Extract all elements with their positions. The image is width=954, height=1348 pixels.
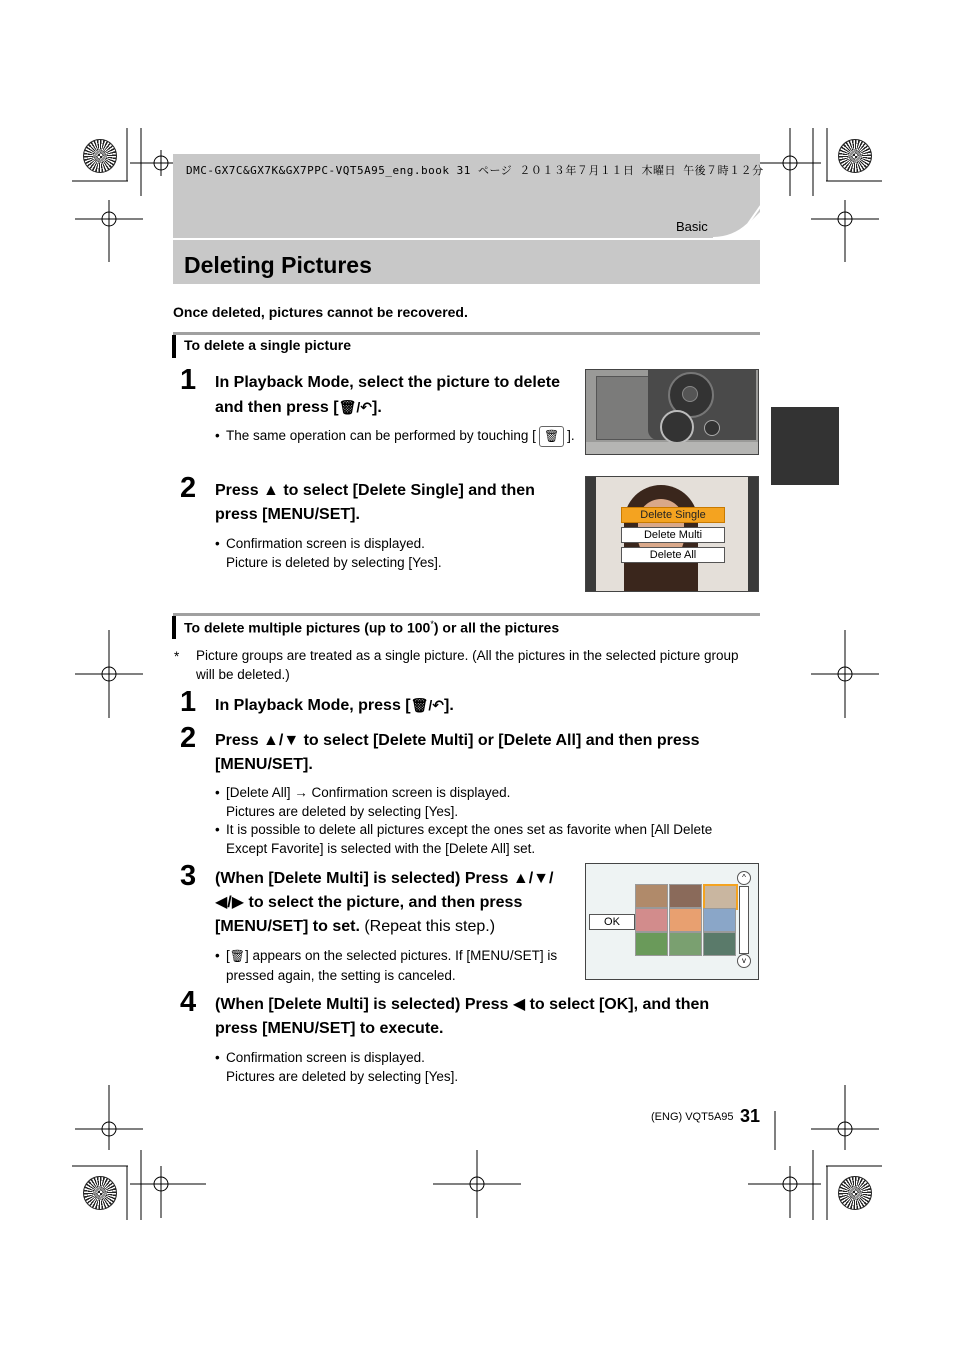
- page-number: 31: [740, 1106, 761, 1126]
- bullet-text: Confirmation screen is displayed.: [226, 536, 425, 551]
- footnote: [196, 646, 760, 684]
- bullet-text: [Delete All] → Confirmation screen is displayed.: [226, 785, 511, 800]
- bullet-item: [215, 946, 586, 985]
- step-line: ◀/▶ to select the picture, and then press: [215, 894, 523, 911]
- section-label: Basic: [676, 219, 708, 234]
- footnote-line: will be deleted.): [196, 667, 290, 682]
- thumbnail[interactable]: [635, 908, 668, 932]
- step-text: [215, 729, 760, 777]
- step-number: 1: [180, 686, 197, 718]
- step-number: 2: [180, 722, 197, 754]
- bullet-text: Pictures are deleted by selecting [Yes].: [226, 1069, 459, 1084]
- trash-back-icon: 🗑/↶: [338, 399, 372, 415]
- thumbnail[interactable]: [669, 932, 702, 956]
- ok-button[interactable]: OK: [589, 914, 635, 930]
- bullet-item: [215, 820, 760, 858]
- bullet-dot: •: [215, 822, 220, 837]
- bullet-dot: •: [215, 428, 220, 443]
- delete-menu-screen: [585, 476, 759, 592]
- trash-icon: 🗑: [229, 949, 245, 963]
- print-header-line: DMC-GX7C&GX7K&GX7PPC-VQT5A95_eng.book 31 ページ ２０１３年７月１１日 木曜日 午後７時１２分: [186, 164, 764, 177]
- trash-icon: 🗑: [539, 426, 564, 447]
- step-line-part: ].: [371, 399, 382, 416]
- section-divider-multi: [173, 613, 760, 616]
- bullet-text: It is possible to delete all pictures except the ones set as favorite when [All Delete: [226, 822, 713, 837]
- step-line: Press ▲ to select [Delete Single] and then: [215, 482, 535, 499]
- chapter-side-tab: [771, 407, 839, 485]
- heading-part: To delete multiple pictures (up to 100: [184, 619, 431, 636]
- step-text: [215, 371, 585, 420]
- step-line: In Playback Mode, select the picture to delete: [215, 374, 560, 391]
- step-line: [MENU/SET].: [215, 756, 313, 773]
- step-number: 4: [180, 986, 197, 1018]
- step-line: [215, 915, 575, 939]
- bullet-text-part: [: [226, 948, 230, 963]
- step-text: [215, 693, 454, 718]
- camera-back-photo: [585, 369, 759, 455]
- step-line-part: and then press [: [215, 399, 339, 416]
- bullet-dot: •: [215, 536, 220, 551]
- section-marker-multi: [172, 616, 176, 639]
- thumbnail-selected[interactable]: [703, 884, 738, 910]
- section-heading-single: To delete a single picture: [184, 337, 352, 353]
- menu-item-delete-all[interactable]: Delete All: [621, 547, 725, 563]
- bullet-text: pressed again, the setting is canceled.: [226, 968, 456, 983]
- page-title: Deleting Pictures: [184, 252, 372, 278]
- bullet-item: [215, 1048, 760, 1086]
- bullet-dot: •: [215, 785, 220, 800]
- step-text: [215, 867, 575, 939]
- menu-item-delete-multi[interactable]: Delete Multi: [621, 527, 725, 543]
- step-line: press [MENU/SET].: [215, 506, 360, 523]
- bullet-item: [215, 783, 760, 821]
- footnote-mark: *: [174, 649, 180, 664]
- section-divider-single: [173, 332, 760, 335]
- bullet-text: Except Favorite] is selected with the [Delete All] set.: [226, 841, 536, 856]
- step-number: 1: [180, 364, 197, 396]
- thumbnail[interactable]: [669, 884, 702, 908]
- thumbnail[interactable]: [635, 884, 668, 908]
- bullet-dot: •: [215, 948, 220, 963]
- step-line-part: [MENU/SET] to set.: [215, 918, 360, 935]
- footer-code: (ENG) VQT5A95: [651, 1111, 734, 1123]
- scrollbar[interactable]: [739, 886, 749, 954]
- step-number: 3: [180, 860, 197, 892]
- bullet-text: ].: [567, 428, 575, 443]
- step-text: [215, 993, 760, 1041]
- bullet-dot: •: [215, 1050, 220, 1065]
- step-line: [215, 395, 585, 420]
- warning-text: Once deleted, pictures cannot be recovered.: [173, 304, 468, 320]
- step-line: (When [Delete Multi] is selected) Press ▲/▼/: [215, 870, 554, 887]
- scroll-up-icon[interactable]: ^: [737, 871, 751, 885]
- thumbnail[interactable]: [635, 932, 668, 956]
- footnote-line: Picture groups are treated as a single picture. (All the pictures in the selected picture group: [196, 648, 739, 663]
- section-heading-multi: [184, 619, 559, 636]
- trash-back-icon: 🗑/↶: [410, 697, 445, 713]
- bullet-text: Confirmation screen is displayed.: [226, 1050, 425, 1065]
- bullet-text: [226, 946, 586, 966]
- bullet-item: [215, 426, 586, 447]
- thumbnail[interactable]: [703, 932, 736, 956]
- heading-part: ) or all the pictures: [433, 619, 560, 636]
- bullet-text: Picture is deleted by selecting [Yes].: [226, 555, 442, 570]
- thumbnail[interactable]: [703, 908, 736, 932]
- step-line-part: ].: [444, 697, 454, 714]
- step-line-part: (Repeat this step.): [359, 918, 496, 935]
- step-number: 2: [180, 472, 197, 504]
- step-text: [215, 479, 585, 527]
- scroll-down-icon[interactable]: v: [737, 954, 751, 968]
- step-line: (When [Delete Multi] is selected) Press ◀ to select [OK], and then: [215, 996, 710, 1013]
- menu-item-delete-single[interactable]: Delete Single: [621, 507, 725, 523]
- multi-delete-screen: [585, 863, 759, 980]
- bullet-item: [215, 534, 586, 572]
- step-line-part: In Playback Mode, press [: [215, 697, 411, 714]
- step-line: press [MENU/SET] to execute.: [215, 1020, 444, 1037]
- bullet-text: Pictures are deleted by selecting [Yes].: [226, 804, 459, 819]
- bullet-text-part: ] appears on the selected pictures. If [MENU/SET] is: [245, 948, 558, 963]
- section-marker-single: [172, 335, 176, 358]
- thumbnail[interactable]: [669, 908, 702, 932]
- bullet-text: The same operation can be performed by touching [: [226, 428, 536, 443]
- footnote-marker: *: [430, 619, 434, 629]
- step-line: Press ▲/▼ to select [Delete Multi] or [Delete All] and then press: [215, 732, 700, 749]
